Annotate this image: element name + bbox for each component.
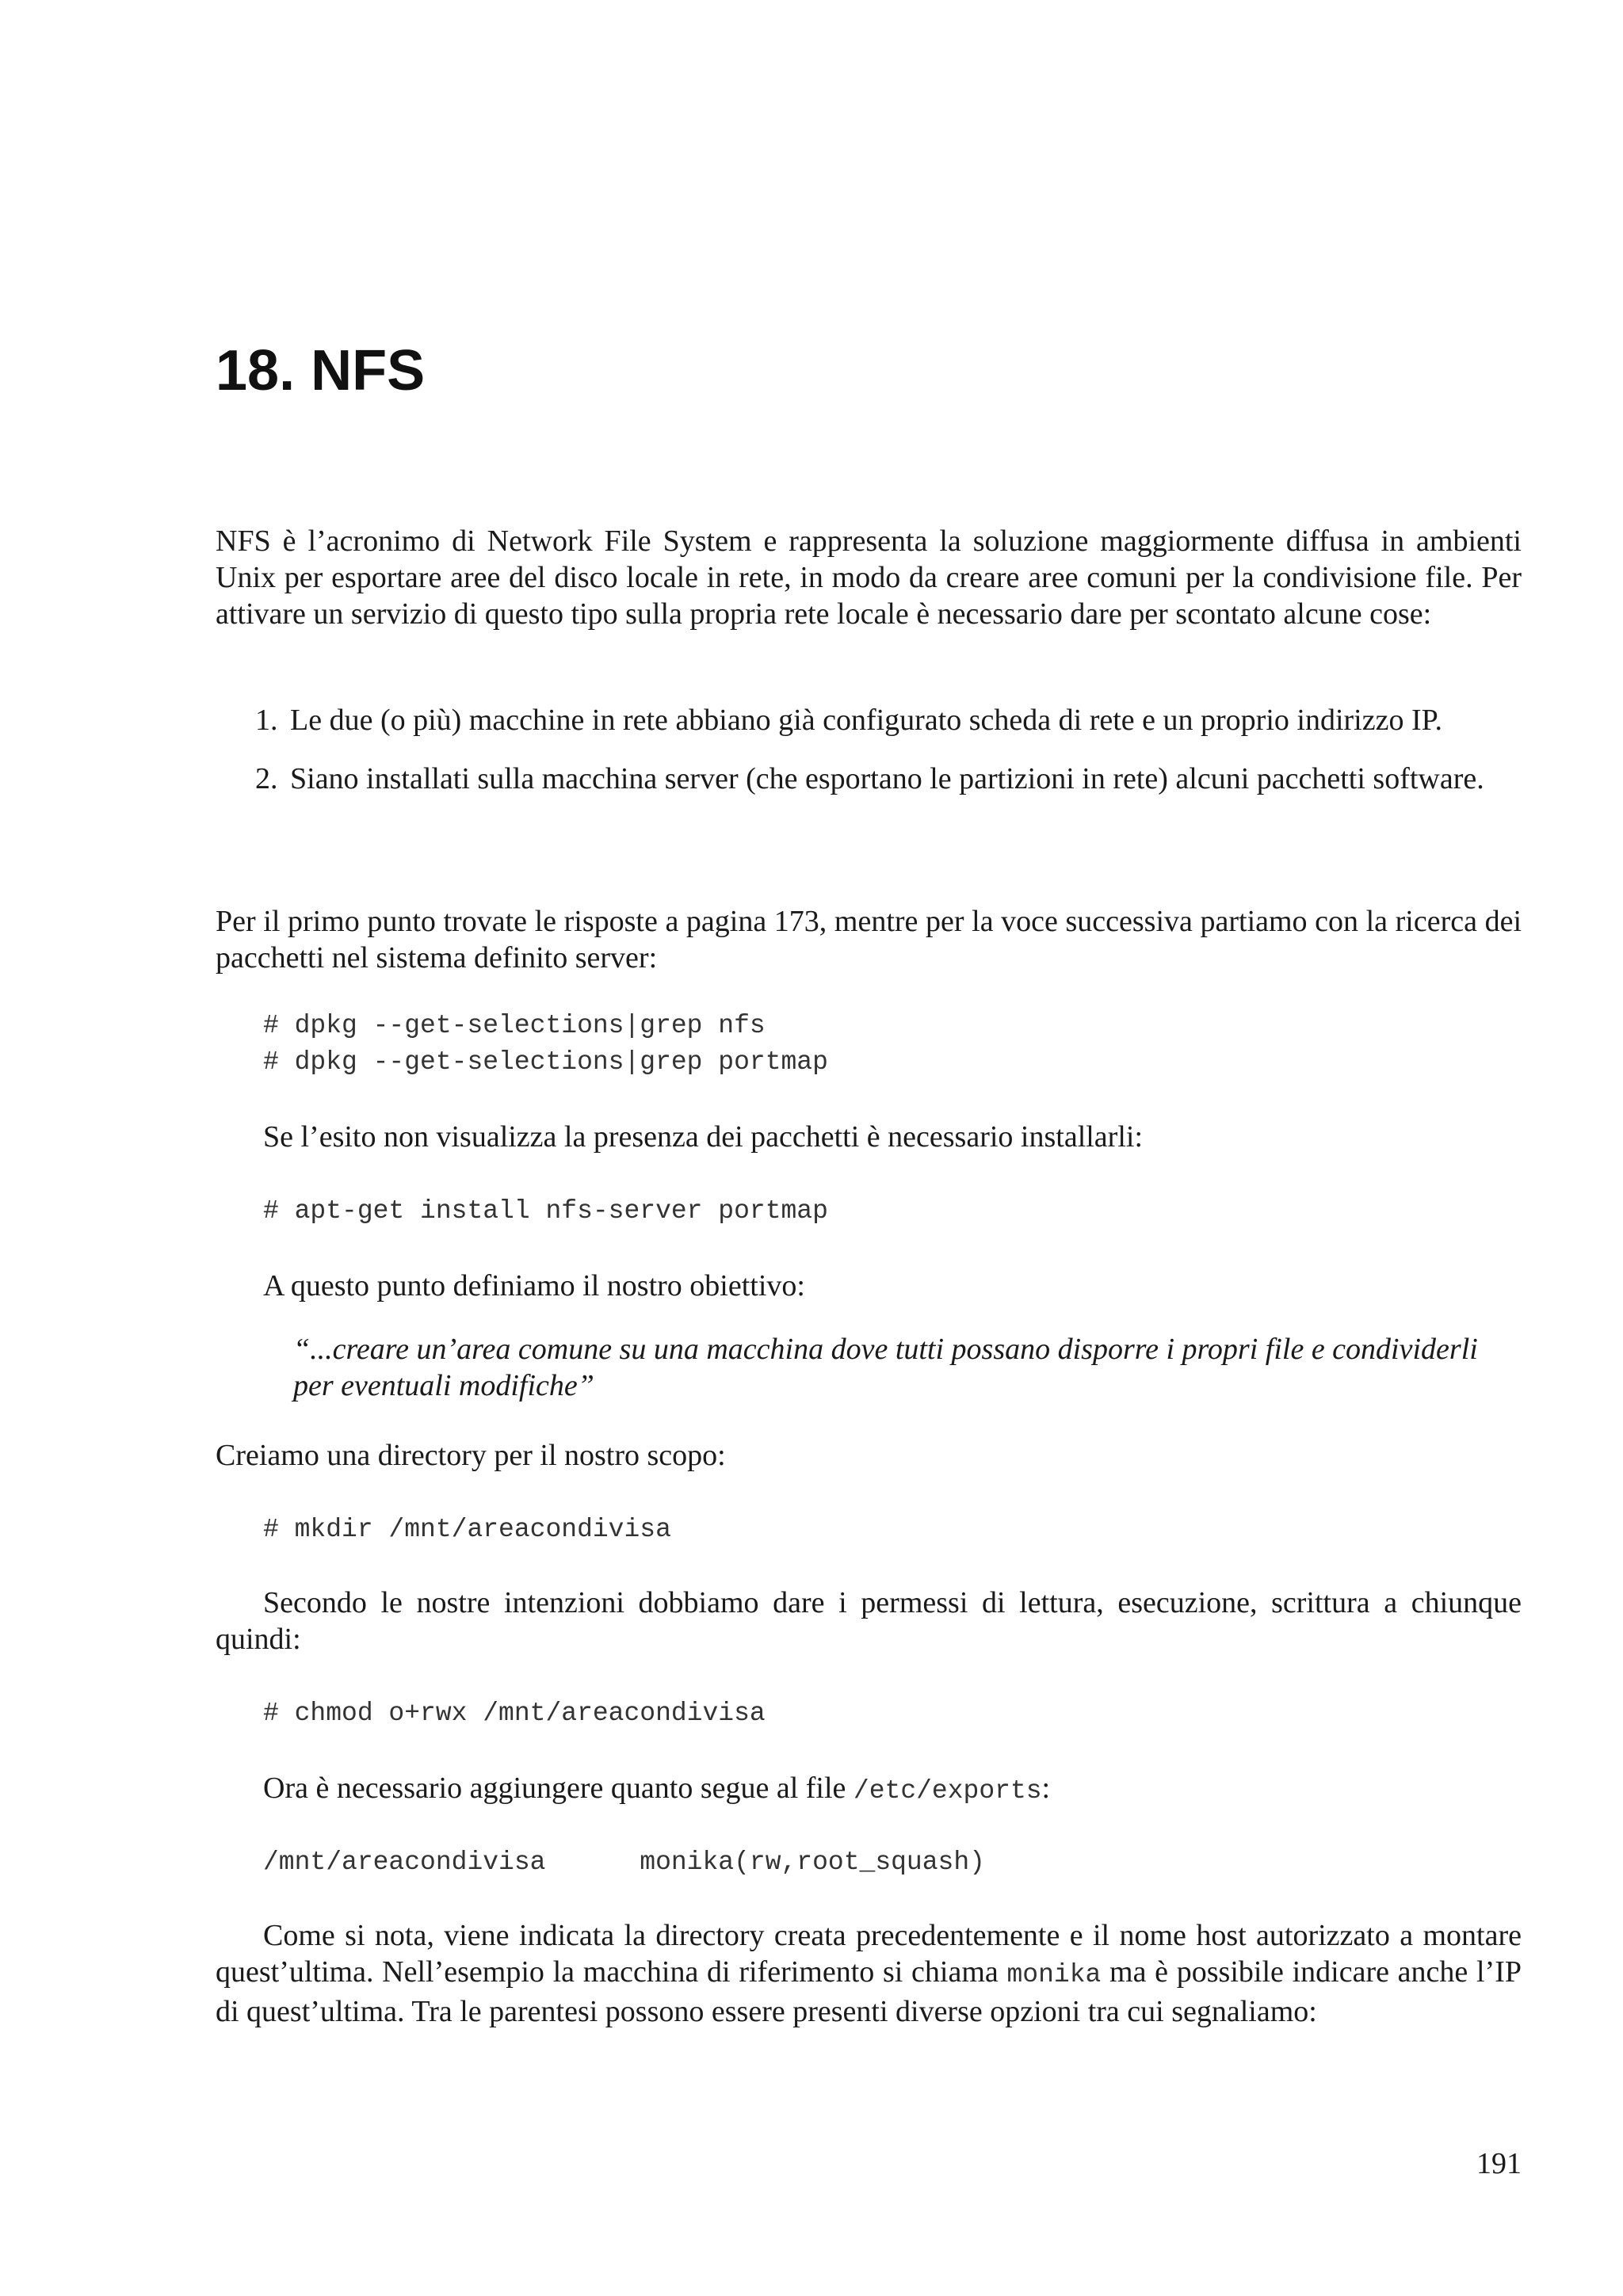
first-point-paragraph: Per il primo punto trovate le risposte a pagina 173, mentre per la voce successiva partiamo con la ricerca dei pacchetti nel sistema definito server:	[216, 905, 1522, 974]
list-item	[216, 702, 1522, 738]
requirements-list	[216, 702, 1522, 819]
permissions-paragraph: Secondo le nostre intenzioni dobbiamo dare i permessi di lettura, esecuzione, scrittura a chiunque quindi:	[216, 1586, 1522, 1656]
list-item-number: 2.	[255, 762, 278, 795]
list-item-text: Le due (o più) macchine in rete abbiano già configurato scheda di rete e un proprio indirizzo IP.	[290, 704, 1443, 737]
install-paragraph: Se l’esito non visualizza la presenza dei pacchetti è necessario installarli:	[263, 1120, 1143, 1154]
list-item-number: 1.	[255, 704, 278, 737]
goal-paragraph: A questo punto definiamo il nostro obiettivo:	[263, 1269, 805, 1302]
exports-paragraph	[263, 1770, 1522, 1810]
list-item	[216, 761, 1522, 797]
explain-text-after: ma è possibile indicare anche l’IP di quest’ultima. Tra le parentesi possono essere presenti diverse opzioni tra cui segnaliamo:	[216, 1955, 1522, 2028]
mkdir-paragraph: Creiamo una directory per il nostro scopo:	[216, 1439, 726, 1472]
code-dpkg-nfs: # dpkg --get-selections|grep nfs	[263, 1011, 766, 1040]
explain-paragraph	[216, 1917, 1522, 2030]
exports-text-after: :	[1041, 1772, 1051, 1805]
code-exports-line: /mnt/areacondivisa monika(rw,root_squash)	[263, 1848, 985, 1877]
code-dpkg-portmap: # dpkg --get-selections|grep portmap	[263, 1047, 828, 1077]
exports-file-path: /etc/exports	[853, 1776, 1042, 1806]
list-item-text: Siano installati sulla macchina server (che esportano le partizioni in rete) alcuni pacchetti software.	[290, 762, 1484, 795]
code-chmod: # chmod o+rwx /mnt/areacondivisa	[263, 1699, 766, 1728]
code-apt-get: # apt-get install nfs-server portmap	[263, 1196, 828, 1226]
intro-paragraph: NFS è l’acronimo di Network File System e rappresenta la soluzione maggiormente diffusa in ambienti Unix per esportare aree del disco locale in rete, in modo da creare aree comuni per la condivisione file. Per attivare un servizio di questo tipo sulla propria rete locale è necessario dare per scontato alcune cose:	[216, 524, 1522, 631]
code-mkdir: # mkdir /mnt/areacondivisa	[263, 1515, 671, 1544]
page-number: 191	[1476, 2147, 1522, 2180]
goal-quote: “...creare un’area comune su una macchina dove tutti possano disporre i propri file e condividerli per eventuali modifiche”	[293, 1333, 1478, 1402]
chapter-title: 18. NFS	[216, 339, 426, 402]
exports-text-before: Ora è necessario aggiungere quanto segue al file	[263, 1772, 854, 1805]
explain-text-before: Come si nota, viene indicata la directory creata precedentemente e il nome host autorizzato a montare quest’ultima. Nell’esempio la macchina di riferimento si chiama	[216, 1919, 1522, 1989]
explain-host-name: monika	[1006, 1960, 1102, 1989]
